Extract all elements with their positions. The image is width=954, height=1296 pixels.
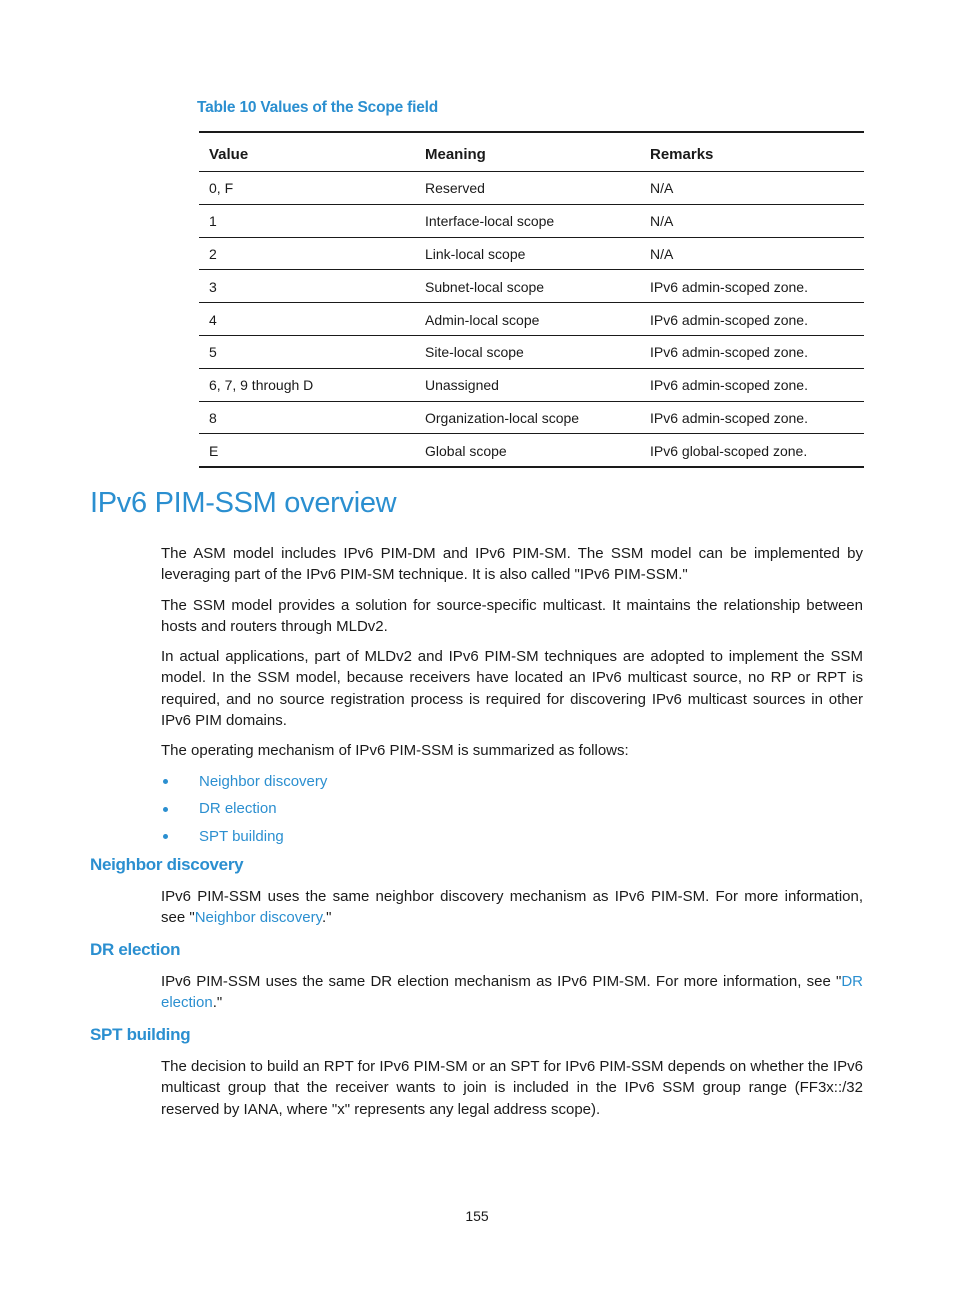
cell-meaning: Interface-local scope: [415, 204, 640, 237]
bullet-icon: [163, 834, 168, 839]
table-row: [199, 172, 864, 205]
mechanism-list: [161, 768, 327, 851]
bullet-icon: [163, 779, 168, 784]
text-segment: .": [212, 994, 223, 1012]
list-item[interactable]: [161, 796, 327, 824]
cell-value: 4: [199, 303, 415, 336]
link-dr-election[interactable]: DR election: [199, 800, 277, 818]
paragraph-ssm-model: The SSM model provides a solution for source-specific multicast. It maintains the relationship between hosts and routers through MLDv2.: [161, 597, 863, 636]
scope-values-table: [199, 131, 864, 468]
paragraph-asm-model: The ASM model includes IPv6 PIM-DM and IPv6 PIM-SM. The SSM model can be implemented by leveraging part of the IPv6 PIM-SM technique. It is also called "IPv6 PIM-SSM.": [161, 545, 863, 584]
paragraph-spt-building: The decision to build an RPT for IPv6 PIM-SM or an SPT for IPv6 PIM-SSM depends on whether the IPv6 multicast group that the receiver wants to join is included in the IPv6 SSM group range (FF3x::/32 reserved by IANA, where "x" represents any legal address scope).: [161, 1058, 863, 1118]
heading-spt-building: SPT building: [90, 1025, 191, 1044]
cell-meaning: Link-local scope: [415, 237, 640, 270]
cell-value: 6, 7, 9 through D: [199, 368, 415, 401]
cell-value: 1: [199, 204, 415, 237]
table-row: [199, 401, 864, 434]
paragraph-mechanism-intro: The operating mechanism of IPv6 PIM-SSM is summarized as follows:: [161, 742, 629, 759]
page-number: 155: [465, 1208, 489, 1224]
table-row: [199, 204, 864, 237]
section-title: IPv6 PIM-SSM overview: [90, 487, 397, 519]
cell-remarks: IPv6 admin-scoped zone.: [640, 270, 864, 303]
cell-remarks: IPv6 admin-scoped zone.: [640, 401, 864, 434]
cell-remarks: IPv6 global-scoped zone.: [650, 442, 808, 459]
cell-value: 5: [199, 335, 415, 368]
table-row: [199, 237, 864, 270]
table-row: [199, 270, 864, 303]
column-header-value: Value: [199, 132, 415, 172]
cell-remarks: IPv6 admin-scoped zone.: [640, 368, 864, 401]
cell-meaning: Unassigned: [415, 368, 640, 401]
paragraph-dr-election: [161, 971, 863, 1014]
text-segment: .": [321, 909, 332, 927]
list-item[interactable]: [161, 768, 327, 796]
table-caption: Table 10 Values of the Scope field: [197, 99, 438, 116]
heading-neighbor-discovery: Neighbor discovery: [90, 855, 244, 874]
paragraph-neighbor-discovery: [161, 886, 863, 929]
cell-value: E: [209, 442, 219, 459]
column-header-remarks: Remarks: [640, 132, 864, 172]
cell-value: 3: [199, 270, 415, 303]
cell-remarks: IPv6 admin-scoped zone.: [640, 335, 864, 368]
cell-meaning: Reserved: [415, 172, 640, 205]
table-header-row: [199, 132, 864, 172]
cell-remarks: N/A: [640, 237, 864, 270]
cell-meaning: Subnet-local scope: [415, 270, 640, 303]
link-neighbor-discovery[interactable]: Neighbor discovery: [199, 772, 328, 790]
heading-dr-election: DR election: [90, 940, 181, 959]
text-segment: IPv6 PIM-SSM uses the same DR election mechanism as IPv6 PIM-SM. For more information, see ": [161, 973, 842, 990]
table-row: [199, 368, 864, 401]
cell-remarks: N/A: [640, 172, 864, 205]
cell-meaning: Admin-local scope: [415, 303, 640, 336]
cell-remarks: N/A: [640, 204, 864, 237]
link-spt-building[interactable]: SPT building: [199, 827, 284, 845]
cell-value: 8: [199, 401, 415, 434]
table-row: [199, 303, 864, 336]
column-header-meaning: Meaning: [415, 132, 640, 172]
list-item[interactable]: [161, 823, 327, 851]
link-neighbor-discovery-ref[interactable]: Neighbor discovery: [194, 909, 322, 927]
cell-value: 0, F: [199, 172, 415, 205]
text-segment: IPv6 PIM-SSM uses the same neighbor discovery mechanism as IPv6 PIM-SM. For more information, see ": [161, 888, 863, 927]
cell-meaning: Organization-local scope: [415, 401, 640, 434]
cell-remarks: IPv6 admin-scoped zone.: [640, 303, 864, 336]
paragraph-applications: In actual applications, part of MLDv2 and IPv6 PIM-SM techniques are adopted to implement the SSM model. In the SSM model, because receivers have located an IPv6 multicast source, no RP or RPT is required, and no source registration process is required for discovering IPv6 multicast sources in other IPv6 PIM domains.: [161, 648, 863, 729]
table-row: [199, 434, 864, 467]
bullet-icon: [163, 807, 168, 812]
link-dr-election-ref[interactable]: DR election: [161, 973, 863, 1012]
table-row: [199, 335, 864, 368]
cell-meaning: Site-local scope: [415, 335, 640, 368]
cell-value: 2: [199, 237, 415, 270]
cell-meaning: Global scope: [425, 442, 507, 459]
